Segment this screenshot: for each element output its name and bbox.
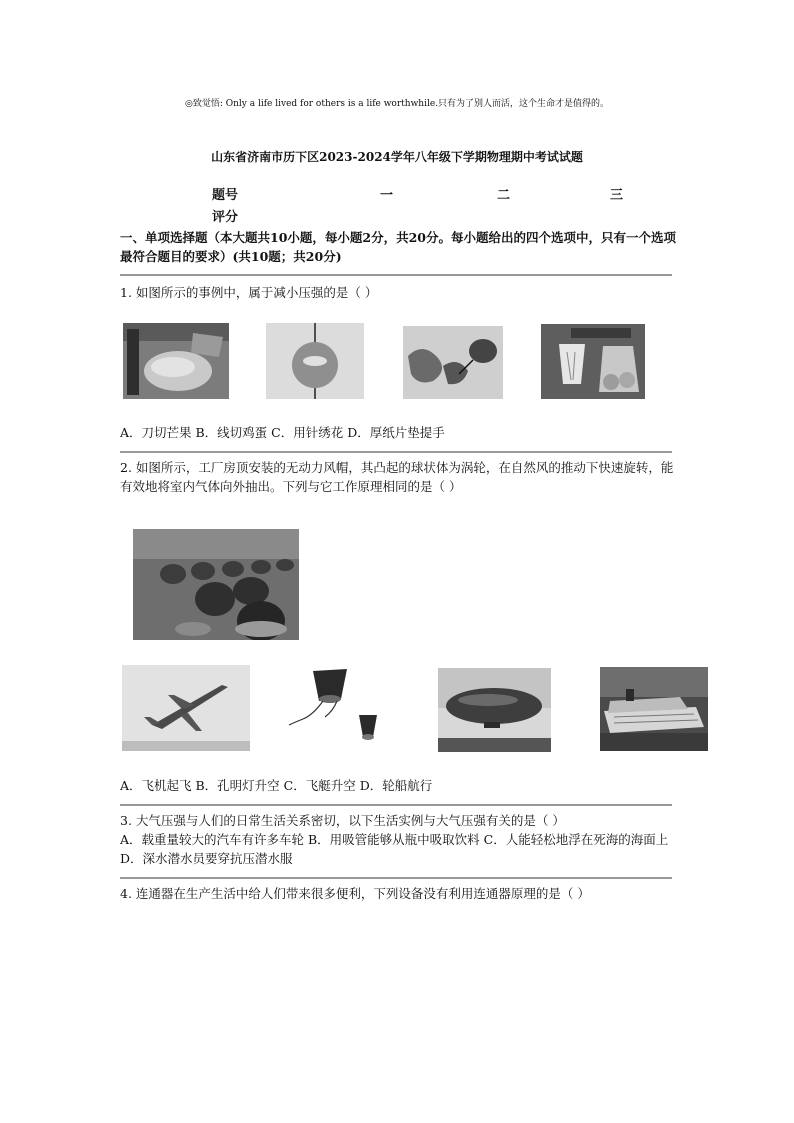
question-4-stem: 4. 连通器在生产生活中给人们带来很多便利，下列设备没有利用连通器原理的是（ ） [120,886,590,901]
question-3-options: A．载重量较大的汽车有许多车轮 B．用吸管能够从瓶中吸取饮料 C．人能轻松地浮在死海的海面上 D．深水潜水员要穿抗压潜水服 [120,832,669,866]
airplane-takeoff-photo [122,665,250,751]
cruise-ship-photo [600,667,708,751]
airship-photo [438,668,551,752]
divider [120,877,672,879]
score-col-3: 三 [610,188,624,203]
score-row-label-score: 评分 [212,210,239,225]
paper-pad-handle-photo [541,324,645,399]
divider [120,451,672,453]
question-2-options: A．飞机起飞 B．孔明灯升空 C．飞艇升空 D．轮船航行 [120,778,433,793]
question-1-stem: 1. 如图所示的事例中，属于减小压强的是（ ） [120,285,378,300]
score-row-label-question-number: 题号 [212,188,239,203]
score-col-2: 二 [497,188,511,203]
question-3-stem: 3. 大气压强与人们的日常生活关系密切，以下生活实例与大气压强有关的是（ ） [120,813,565,828]
sky-lantern-photo [283,665,387,751]
egg-thread-cut-photo [266,323,364,399]
section-1-heading: 一、单项选择题（本大题共10小题，每小题2分，共20分。每小题给出的四个选项中，只有一个选项最符合题目的要求）(共10题；共20分) [120,230,676,264]
score-col-1: 一 [380,188,394,203]
roof-ventilator-photo [133,529,299,640]
divider [120,274,672,276]
mango-cutting-photo [123,323,229,399]
exam-title: 山东省济南市历下区2023-2024学年八年级下学期物理期中考试试题 [211,150,583,164]
needle-embroidery-photo [403,326,503,399]
question-2-stem: 2. 如图所示，工厂房顶安装的无动力风帽，其凸起的球状体为涡轮，在自然风的推动下快速旋转，能有效地将室内气体向外抽出。下列与它工作原理相同的是（ ） [120,460,674,494]
question-1-options: A．刀切芒果 B．线切鸡蛋 C．用针绣花 D．厚纸片垫提手 [120,425,445,440]
motto-quote: ◎致觉悟: Only a life lived for others is a life worthwhile.只有为了别人而活，这个生命才是值得的。 [184,99,610,109]
divider [120,804,672,806]
